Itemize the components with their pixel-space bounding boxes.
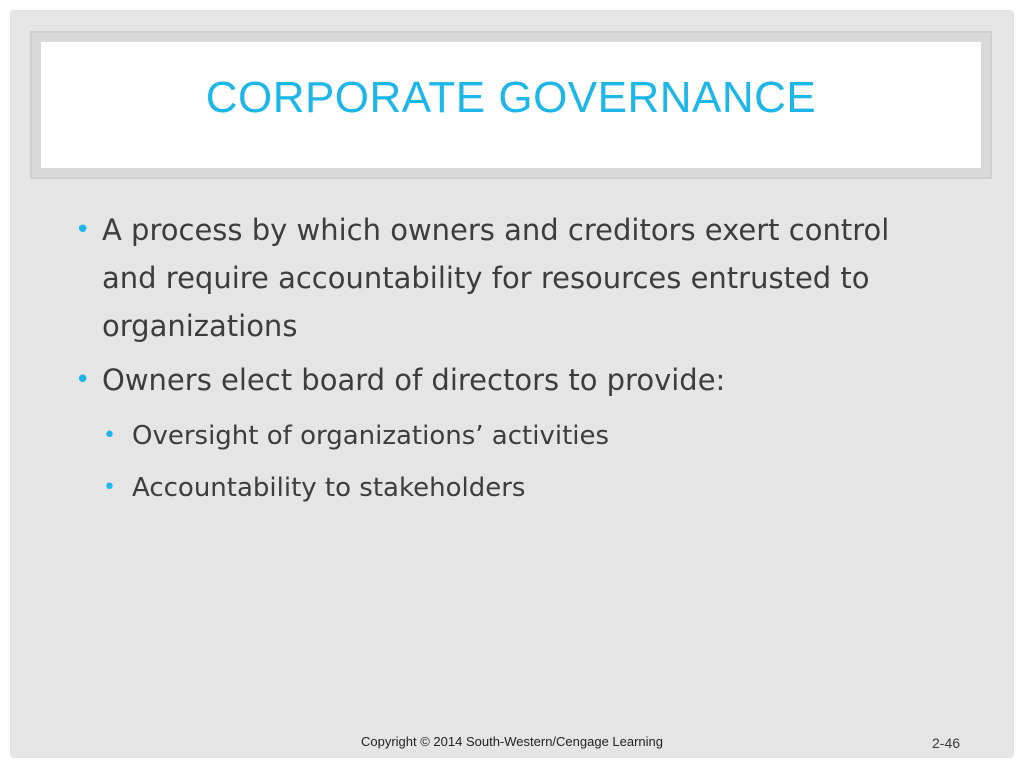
bullet-text: Owners elect board of directors to provide: <box>102 363 726 397</box>
title-frame <box>30 31 992 179</box>
sub-bullet-item <box>100 462 952 514</box>
bullet-list <box>72 206 952 514</box>
copyright-footer: Copyright © 2014 South-Western/Cengage Learning <box>360 734 664 749</box>
slide-canvas <box>10 10 1014 758</box>
sub-bullet-text: Accountability to stakeholders <box>132 473 526 503</box>
bullet-dot-icon: • <box>75 215 91 245</box>
sub-bullet-list <box>100 410 952 514</box>
title-box <box>41 42 981 168</box>
page-number: 2-46 <box>932 735 961 751</box>
sub-bullet-text: Oversight of organizations’ activities <box>132 421 610 451</box>
bullet-item <box>72 356 952 404</box>
bullet-item <box>72 206 952 350</box>
bullet-dot-icon: • <box>75 365 91 395</box>
sub-bullet-item <box>100 410 952 462</box>
bullet-dot-icon: • <box>103 423 116 448</box>
bullet-text: A process by which owners and creditors exert control and require accountability for resources entrusted to organizations <box>102 213 890 343</box>
bullet-dot-icon: • <box>103 475 116 500</box>
slide-title: CORPORATE GOVERNANCE <box>205 73 817 122</box>
